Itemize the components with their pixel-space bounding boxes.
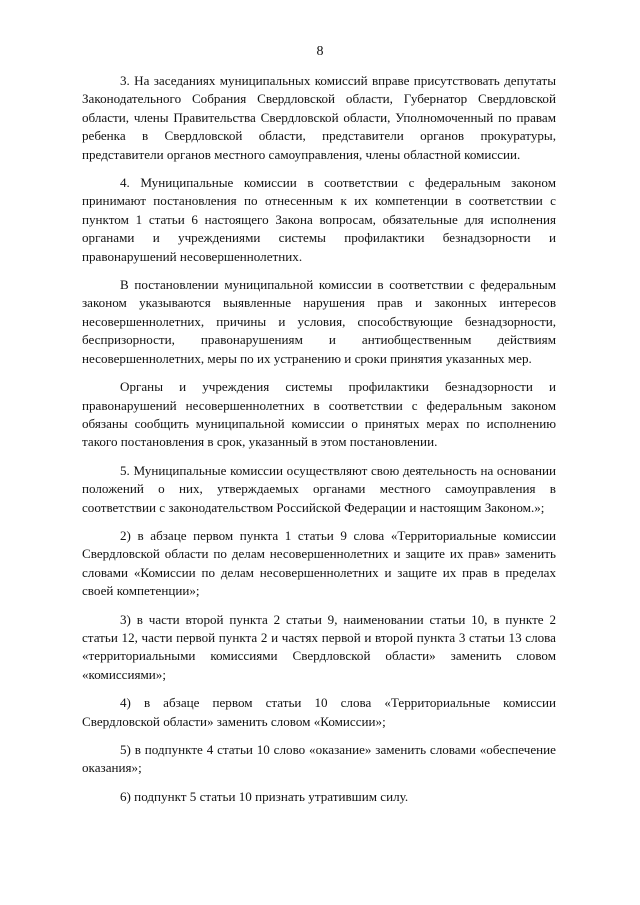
amendment-item-4: 4) в абзаце первом статьи 10 слова «Территориальные комиссии Свердловской области» заменить словом «Комиссии»; [82, 695, 556, 729]
amendment-item-2: 2) в абзаце первом пункта 1 статьи 9 слова «Территориальные комиссии Свердловской области по делам несовершеннолетних и защите их прав» заменить словами «Комиссии по делам несовершеннолетних и защите их прав в пределах своей компетенции»; [82, 527, 556, 599]
paragraph-item-3: 3. На заседаниях муниципальных комиссий вправе присутствовать депутаты Законодательного Собрания Свердловской области, Губернатор Свердловской области, члены Правительства Свердловской области, Уполномоченный по правам ребенка в Свердловской области, представители органов прокуратуры, представители органов местного самоуправления, члены областной комиссии. [82, 73, 556, 162]
page-number: 8 [316, 44, 324, 59]
document-body [82, 72, 556, 816]
amendment-item-6: 6) подпункт 5 статьи 10 признать утратившим силу. [120, 788, 409, 804]
paragraph-reporting-obligation: Органы и учреждения системы профилактики безнадзорности и правонарушений несовершеннолетних в соответствии с федеральным законом обязаны сообщить муниципальной комиссии о принятых мерах по исполнению такого постановления в срок, указанный в этом постановлении. [82, 379, 556, 450]
amendment-item-5: 5) в подпункте 4 статьи 10 слово «оказание» заменить словами «обеспечение оказания»; [82, 742, 556, 776]
paragraph-item-5: 5. Муниципальные комиссии осуществляют свою деятельность на основании положений о них, утверждаемых органами местного самоуправления в соответствии с законодательством Российской Федерации и настоящим Законом.»; [82, 462, 556, 515]
paragraph-item-4: 4. Муниципальные комиссии в соответствии с федеральным законом принимают постановления по отнесенным к их компетенции в соответствии с пунктом 1 статьи 6 настоящего Закона вопросам, обязательные для исполнения органами и учреждениями системы профилактики безнадзорности и правонарушений несовершеннолетних. [82, 175, 556, 264]
paragraph-resolution-content: В постановлении муниципальной комиссии в соответствии с федеральным законом указываются выявленные нарушения прав и законных интересов несовершеннолетних, причины и условия, способствующие безнадзорности, беспризорности, правонарушениям и антиобщественным действиям несовершеннолетних, меры по их устранению и сроки принятия указанных мер. [82, 277, 556, 366]
amendment-item-3: 3) в части второй пункта 2 статьи 9, наименовании статьи 10, в пункте 2 статьи 12, части первой пункта 2 и частях первой и второй пункта 3 статьи 13 слова «территориальными комиссиями Свердловской области» заменить словом «комиссиями»; [82, 611, 556, 682]
